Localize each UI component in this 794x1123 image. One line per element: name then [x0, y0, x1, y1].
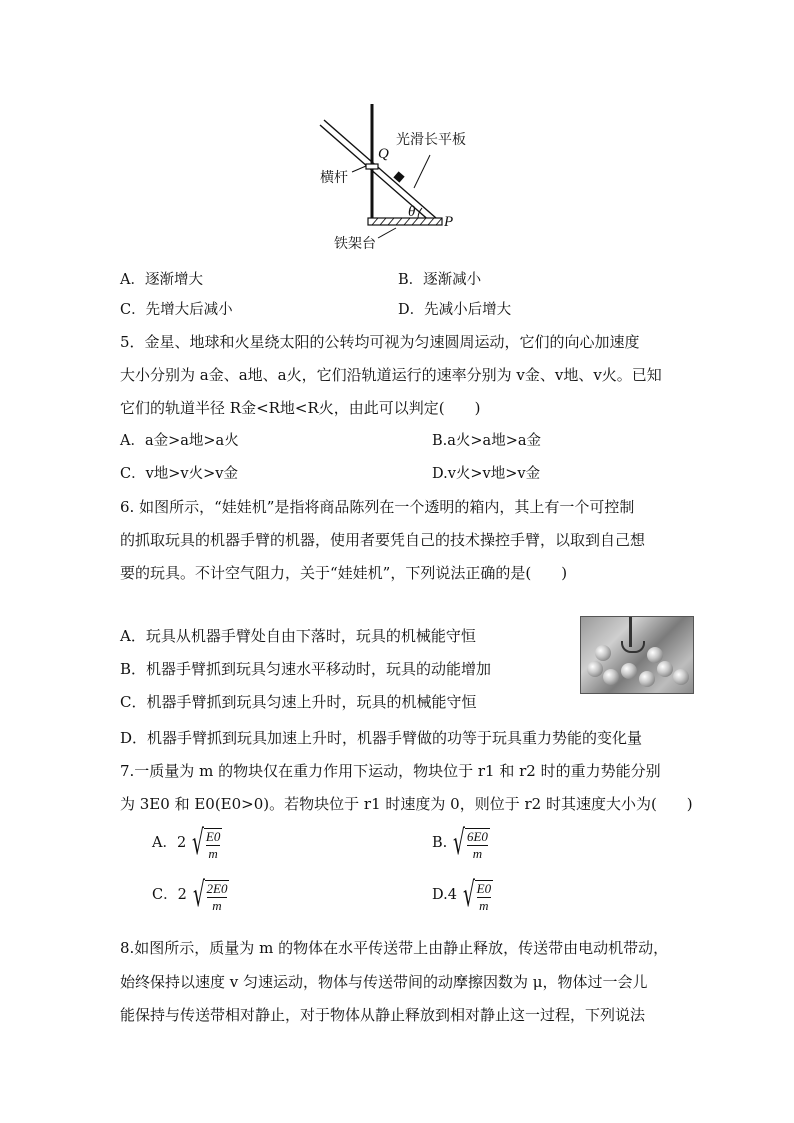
- p-label: P: [444, 214, 454, 230]
- q7-b-numerator: 6E0: [466, 829, 488, 844]
- q8-line-2: 始终保持以速度 v 匀速运动，物体与传送带间的动摩擦因数为 μ，物体过一会儿: [120, 973, 648, 991]
- q7-option-d-label: D.4: [432, 887, 457, 903]
- crossbar: [366, 164, 378, 169]
- sqrt-symbol: √ $\frac{2E0}{m}$: [192, 875, 228, 915]
- plank-leader: [414, 155, 430, 188]
- q7-option-a-label: A．2: [152, 835, 187, 851]
- q6-line-1: 6. 如图所示，“娃娃机”是指将商品陈列在一个透明的箱内，其上有一个可控制: [120, 498, 635, 516]
- crossbar-label: 横杆: [320, 170, 348, 186]
- q5-line-2: 大小分别为 a金、a地、a火，它们沿轨道运行的速率分别为 v金、v地、v火。已知: [120, 366, 662, 384]
- q7-line-2: 为 3E0 和 E0(E0>0)。若物块位于 r1 时速度为 0，则位于 r2 时其速度大小为( ): [120, 795, 693, 813]
- q6-option-d: D．机器手臂抓到玩具加速上升时，机器手臂做的功等于玩具重力势能的变化量: [120, 729, 643, 747]
- q8-line-1: 8.如图所示，质量为 m 的物体在水平传送带上由静止释放，传送带由电动机带动，: [120, 939, 669, 957]
- q7-a-denominator: m: [208, 846, 218, 861]
- q7-option-d: [432, 876, 493, 914]
- q7-option-b-label: B.: [432, 835, 448, 851]
- q7-line-1: 7.一质量为 m 的物块仅在重力作用下运动，物块位于 r1 和 r2 时的重力势能分别: [120, 762, 661, 780]
- crossbar-leader: [352, 166, 366, 172]
- q7-d-denominator: m: [479, 898, 489, 913]
- q6-option-b: B．机器手臂抓到玩具匀速水平移动时，玩具的动能增加: [120, 660, 492, 678]
- q6-line-3: 要的玩具。不计空气阻力，关于“娃娃机”，下列说法正确的是( ): [120, 564, 568, 582]
- q4-option-d: D．先减小后增大: [398, 302, 512, 318]
- q4-option-b: B．逐渐减小: [398, 272, 482, 288]
- stand-label: 铁架台: [334, 236, 376, 252]
- q8-line-3: 能保持与传送带相对静止，对于物体从静止释放到相对静止这一过程，下列说法: [120, 1006, 646, 1024]
- q7-option-b: [432, 824, 490, 862]
- q5-line-3: 它们的轨道半径 R金<R地<R火，由此可以判定( ): [120, 399, 481, 417]
- q5-option-c: C．v地>v火>v金: [120, 466, 238, 482]
- q4-option-c: C．先增大后减小: [120, 302, 233, 318]
- q6-option-a: A．玩具从机器手臂处自由下落时，玩具的机械能守恒: [120, 627, 476, 645]
- q6-line-2: 的抓取玩具的机器手臂的机器，使用者要凭自己的技术操控手臂，以取到自己想: [120, 531, 646, 549]
- q4-option-a: A．逐渐增大: [120, 272, 203, 288]
- q7-option-c: [152, 876, 229, 914]
- q6-option-c: C．机器手臂抓到玩具匀速上升时，玩具的机械能守恒: [120, 693, 477, 711]
- block: [393, 171, 404, 182]
- q7-d-numerator: E0: [476, 881, 492, 896]
- q7-c-denominator: m: [212, 898, 222, 913]
- sqrt-symbol: √ $\frac{E0}{m}$: [462, 875, 492, 915]
- q7-option-c-label: C．2: [152, 887, 187, 903]
- stand-leader: [378, 228, 396, 238]
- q-label: Q: [378, 146, 389, 162]
- sqrt-symbol: √ $\frac{E0}{m}$: [192, 823, 221, 863]
- q7-a-numerator: E0: [205, 829, 221, 844]
- sqrt-symbol: √ $\frac{6E0}{m}$: [453, 823, 488, 863]
- q7-option-a: [152, 824, 222, 862]
- q5-option-a: A．a金>a地>a火: [120, 433, 239, 449]
- q5-option-b: B.a火>a地>a金: [432, 433, 541, 449]
- q7-c-numerator: 2E0: [206, 881, 228, 896]
- claw-machine-photo: [580, 616, 694, 694]
- plank-label: 光滑长平板: [396, 132, 466, 148]
- q7-b-denominator: m: [472, 846, 483, 861]
- theta-label: θ: [408, 204, 416, 220]
- q5-option-d: D.v火>v地>v金: [432, 466, 541, 482]
- q5-line-1: 5．金星、地球和火星绕太阳的公转均可视为匀速圆周运动，它们的向心加速度: [120, 333, 640, 351]
